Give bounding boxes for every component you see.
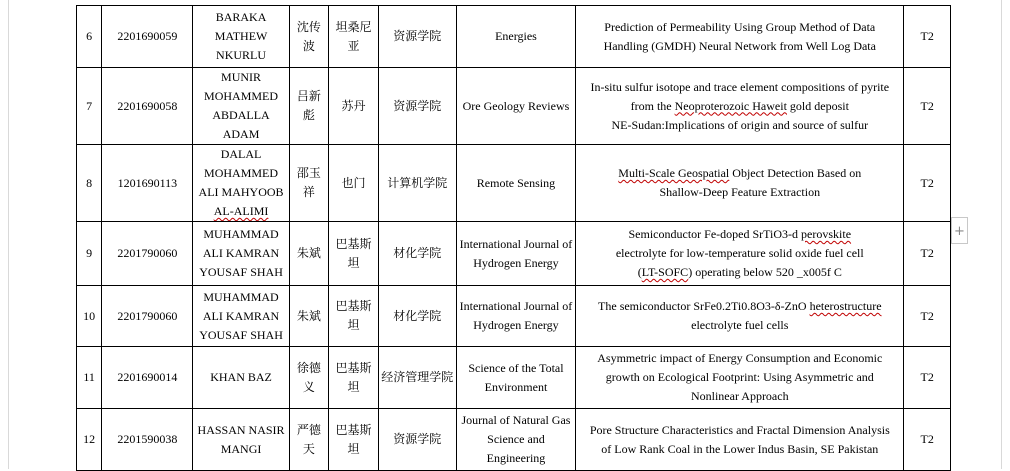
student-name-cell — [193, 145, 289, 222]
paper-title-line — [578, 244, 901, 263]
row-number-cell: 11 — [77, 347, 102, 409]
title-text: ( — [637, 265, 642, 279]
supervisor-cell: 吕新彪 — [289, 68, 328, 145]
supervisor-cell: 沈传波 — [289, 6, 328, 68]
journal-line: Environment — [484, 379, 548, 394]
student-name-line: ALI KAMRAN — [202, 246, 280, 260]
title-text: Shallow-Deep Feature Extraction — [659, 185, 821, 199]
student-name-line: DALAL — [220, 147, 262, 161]
journal-cell — [456, 222, 576, 286]
paper-title-cell — [576, 222, 904, 286]
level-cell: T2 — [904, 286, 951, 347]
supervisor-cell: 邵玉祥 — [289, 145, 328, 222]
title-text: Asymmetric impact of Energy Consumption and Economic — [597, 351, 883, 365]
paper-title-line — [578, 368, 901, 387]
paper-title-cell — [576, 286, 904, 347]
title-text: Pore Structure Characteristics and Fractal Dimension Analysis — [589, 422, 890, 437]
row-number-cell: 8 — [77, 145, 102, 222]
row-number-cell: 12 — [77, 409, 102, 471]
paper-title-line — [578, 387, 901, 406]
table-row — [77, 222, 951, 286]
journal-line: Science and Engineering — [486, 432, 546, 465]
school-cell: 资源学院 — [378, 409, 456, 471]
paper-title-line — [578, 18, 901, 37]
school-cell: 资源学院 — [378, 68, 456, 145]
title-text: from the — [630, 98, 675, 113]
student-name-cell — [193, 68, 289, 145]
journal-line: International Journal of — [459, 299, 573, 313]
student-name-line: KHAN BAZ — [210, 370, 272, 384]
level-cell: T2 — [904, 222, 951, 286]
country-cell: 巴基斯坦 — [329, 409, 379, 471]
journal-line: Ore Geology Reviews — [462, 98, 570, 113]
level-cell: T2 — [904, 145, 951, 222]
title-text: growth on Ecological Footprint: Using Asymmetric and — [605, 370, 874, 384]
student-name-line: MOHAMMED — [204, 166, 279, 180]
student-name-cell — [193, 409, 289, 471]
student-name-cell — [193, 6, 289, 68]
paper-title-line — [578, 297, 901, 316]
publication-table — [76, 5, 951, 471]
paper-title-line — [578, 263, 901, 282]
student-id-cell: 2201690014 — [102, 347, 193, 409]
journal-line: Hydrogen Energy — [473, 318, 559, 332]
paper-title-line — [578, 421, 901, 440]
row-number-cell: 9 — [77, 222, 102, 286]
level-cell: T2 — [904, 68, 951, 145]
level-cell: T2 — [904, 6, 951, 68]
title-text: of Low Rank Coal in the Lower Indus Basin, SE Pakistan — [601, 441, 879, 456]
student-id-cell: 2201690059 — [102, 6, 193, 68]
student-name-line: MUNIR — [221, 70, 262, 84]
table-row — [77, 145, 951, 222]
school-cell: 材化学院 — [378, 286, 456, 347]
title-text: Handling (GMDH) Neural Network from Well Log Data — [603, 38, 876, 53]
level-cell: T2 — [904, 347, 951, 409]
spellcheck-flagged-text: Neoproterozoic Haweit — [674, 98, 787, 113]
level-cell: T2 — [904, 409, 951, 471]
journal-cell — [456, 68, 576, 145]
journal-line: Journal of Natural Gas — [461, 413, 571, 427]
student-name-line: YOUSAF SHAH — [199, 327, 283, 342]
paper-title-cell — [576, 347, 904, 409]
supervisor-cell: 徐德义 — [289, 347, 328, 409]
row-number-cell: 7 — [77, 68, 102, 145]
title-text: electrolyte for low-temperature solid oxide fuel cell — [615, 246, 864, 260]
student-name-line: HASSAN NASIR — [197, 422, 285, 437]
journal-line: Remote Sensing — [476, 175, 556, 190]
student-id-cell: 2201590038 — [102, 409, 193, 471]
spellcheck-flagged-text: perovskite — [801, 227, 852, 241]
student-id-cell: 1201690113 — [102, 145, 193, 222]
journal-cell — [456, 145, 576, 222]
student-id-cell: 2201790060 — [102, 222, 193, 286]
paper-title-line — [578, 440, 901, 459]
journal-cell — [456, 347, 576, 409]
country-cell: 巴基斯坦 — [329, 347, 379, 409]
school-cell: 资源学院 — [378, 6, 456, 68]
journal-cell — [456, 409, 576, 471]
country-cell: 巴基斯坦 — [329, 222, 379, 286]
student-name-line: ALI MAHYOOB — [198, 185, 284, 199]
paper-title-cell — [576, 6, 904, 68]
paper-title-line — [578, 164, 901, 183]
table-row — [77, 409, 951, 471]
row-number-cell: 6 — [77, 6, 102, 68]
paper-title-line — [578, 78, 901, 97]
student-name-cell — [193, 222, 289, 286]
spellcheck-flagged-text: heterostructure — [809, 299, 882, 313]
student-name-line: ADAM — [222, 127, 260, 141]
paper-title-line — [578, 183, 901, 202]
student-name-line: MUHAMMAD — [203, 227, 279, 241]
title-text: Object Detection Based on — [729, 166, 862, 180]
supervisor-cell: 朱斌 — [289, 286, 328, 347]
paper-title-cell — [576, 68, 904, 145]
row-number-cell: 10 — [77, 286, 102, 347]
country-cell: 苏丹 — [329, 68, 379, 145]
spellcheck-flagged-text: LT-SOFC — [641, 265, 689, 279]
journal-line: Hydrogen Energy — [473, 255, 559, 270]
country-cell: 也门 — [329, 145, 379, 222]
paper-title-line — [578, 97, 901, 116]
title-text: ) operating below 520 _x005f C — [688, 265, 842, 279]
journal-cell — [456, 286, 576, 347]
add-row-button[interactable]: + — [951, 217, 968, 244]
journal-line: International Journal of — [459, 236, 573, 251]
page-margin-left — [8, 0, 9, 469]
student-name-cell — [193, 286, 289, 347]
student-name-line: MATHEW — [214, 29, 268, 43]
title-text: The semiconductor SrFe0.2Ti0.8O3-δ-ZnO — [598, 299, 810, 313]
journal-line: Energies — [495, 29, 537, 43]
school-cell: 经济管理学院 — [378, 347, 456, 409]
table-row — [77, 286, 951, 347]
paper-title-line — [578, 116, 901, 135]
title-text: Nonlinear Approach — [690, 389, 789, 403]
paper-title-line — [578, 349, 901, 368]
paper-title-line — [578, 316, 901, 335]
page-margin-right — [1001, 0, 1002, 469]
spellcheck-flagged-text: Multi-Scale Geospatial — [618, 166, 730, 180]
student-name-line: BARAKA — [215, 10, 267, 24]
student-name-cell — [193, 347, 289, 409]
journal-line: Science of the Total — [468, 360, 564, 375]
table-row — [77, 347, 951, 409]
table-row — [77, 6, 951, 68]
title-text: electrolyte fuel cells — [691, 318, 789, 332]
supervisor-cell: 朱斌 — [289, 222, 328, 286]
student-name-line: MUHAMMAD — [203, 289, 279, 304]
table-row — [77, 68, 951, 145]
title-text: In-situ sulfur isotope and trace element compositions of pyrite — [590, 79, 890, 94]
title-text: NE-Sudan:Implications of origin and source of sulfur — [611, 117, 869, 132]
student-id-cell: 2201790060 — [102, 286, 193, 347]
student-name-line: NKURLU — [216, 48, 267, 62]
student-name-line: MANGI — [220, 441, 262, 456]
student-name-line: YOUSAF SHAH — [199, 265, 283, 279]
student-id-cell: 2201690058 — [102, 68, 193, 145]
student-name-line: MOHAMMED — [204, 89, 279, 103]
title-text: gold deposit — [786, 98, 849, 113]
country-cell: 巴基斯坦 — [329, 286, 379, 347]
paper-title-cell — [576, 409, 904, 471]
student-name-line: AL-ALIMI — [213, 204, 269, 218]
country-cell: 坦桑尼亚 — [329, 6, 379, 68]
journal-cell — [456, 6, 576, 68]
school-cell: 材化学院 — [378, 222, 456, 286]
paper-title-line — [578, 37, 901, 56]
student-name-line: ABDALLA — [212, 108, 270, 122]
paper-title-line — [578, 225, 901, 244]
student-name-line: ALI KAMRAN — [202, 308, 280, 323]
title-text: Semiconductor Fe-doped SrTiO3-d — [628, 227, 802, 241]
school-cell: 计算机学院 — [378, 145, 456, 222]
paper-title-cell — [576, 145, 904, 222]
title-text: Prediction of Permeability Using Group Method of Data — [604, 19, 876, 34]
supervisor-cell: 严德天 — [289, 409, 328, 471]
